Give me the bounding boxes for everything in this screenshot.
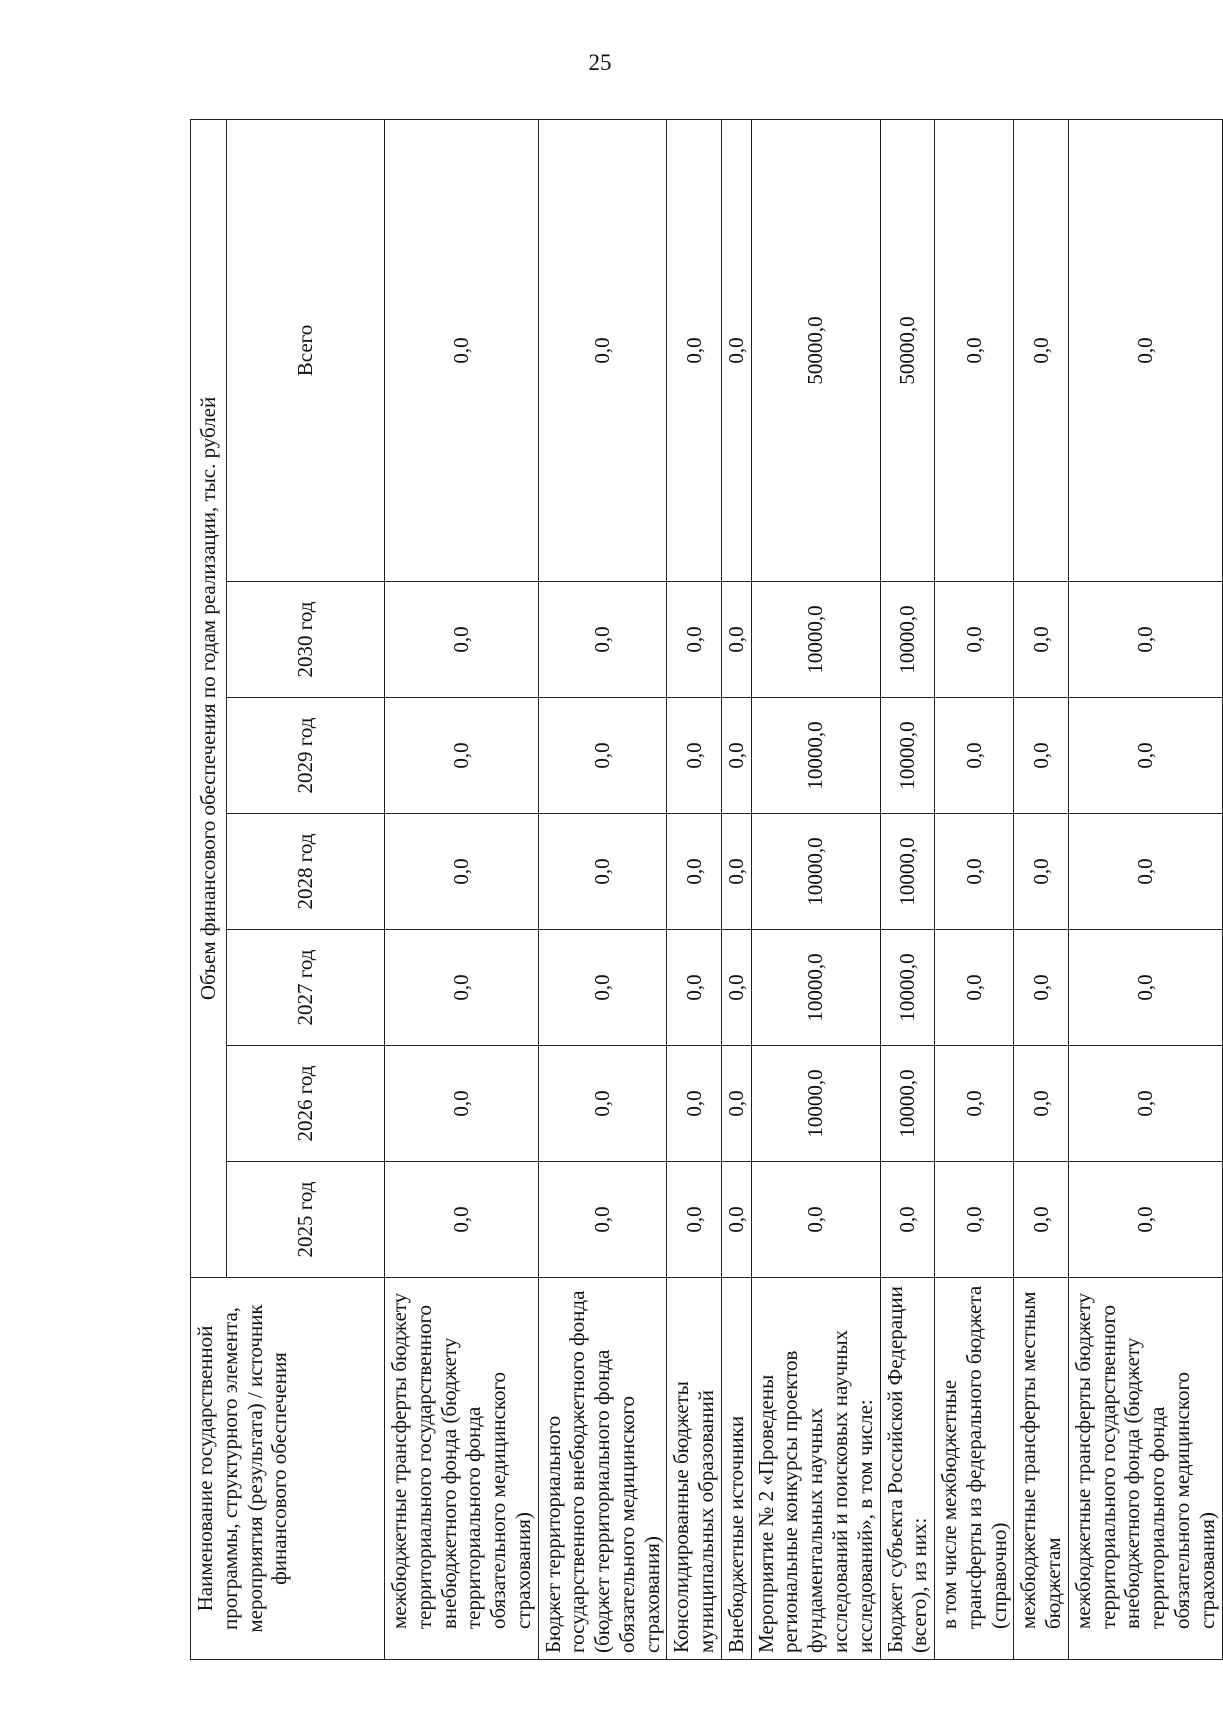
column-header-total: Всего — [227, 119, 385, 581]
cell-2026: 10000,0 — [751, 1046, 880, 1162]
column-header-2025: 2025 год — [227, 1162, 385, 1278]
cell-2029: 0,0 — [935, 698, 1014, 814]
cell-2030: 0,0 — [667, 582, 722, 698]
cell-2030: 10000,0 — [880, 582, 935, 698]
cell-2026: 0,0 — [1014, 1046, 1069, 1162]
cell-2025: 0,0 — [721, 1162, 751, 1278]
cell-2027: 0,0 — [721, 930, 751, 1046]
cell-2028: 0,0 — [935, 814, 1014, 930]
cell-total: 0,0 — [385, 119, 539, 581]
column-header-2028: 2028 год — [227, 814, 385, 930]
row-label: Консолидированные бюджеты муниципальных образований — [667, 1278, 722, 1660]
table-row — [667, 119, 722, 1659]
cell-2028: 10000,0 — [880, 814, 935, 930]
cell-2029: 0,0 — [538, 698, 667, 814]
cell-2030: 0,0 — [1014, 582, 1069, 698]
cell-2027: 0,0 — [1068, 930, 1222, 1046]
page-number: 25 — [588, 50, 612, 75]
cell-2027: 0,0 — [1014, 930, 1069, 1046]
cell-2030: 0,0 — [935, 582, 1014, 698]
cell-2026: 0,0 — [667, 1046, 722, 1162]
table-row — [1068, 119, 1222, 1659]
row-label: Внебюджетные источники — [721, 1278, 751, 1660]
cell-2026: 0,0 — [538, 1046, 667, 1162]
table-row — [1014, 119, 1069, 1659]
column-header-name: Наименование государственной программы, структурного элемента, мероприятия (результата) / источник финансового обеспечения — [191, 1278, 385, 1660]
column-header-2026: 2026 год — [227, 1046, 385, 1162]
table-row — [751, 119, 880, 1659]
cell-2027: 0,0 — [538, 930, 667, 1046]
table-row — [935, 119, 1014, 1659]
financing-table — [190, 119, 1223, 1660]
rotated-table-frame — [190, 120, 1219, 1660]
cell-2025: 0,0 — [1014, 1162, 1069, 1278]
cell-2030: 0,0 — [385, 582, 539, 698]
row-label: Мероприятие № 2 «Проведены региональные конкурсы проектов фундаментальных научных исследований и поисковых научных исследований», в том числе: — [751, 1278, 880, 1660]
cell-2029: 0,0 — [667, 698, 722, 814]
column-header-2029: 2029 год — [227, 698, 385, 814]
cell-total: 0,0 — [667, 119, 722, 581]
cell-2030: 10000,0 — [751, 582, 880, 698]
cell-2030: 0,0 — [538, 582, 667, 698]
cell-2027: 0,0 — [385, 930, 539, 1046]
cell-2025: 0,0 — [385, 1162, 539, 1278]
row-label: межбюджетные трансферты местным бюджетам — [1014, 1278, 1069, 1660]
cell-total: 0,0 — [721, 119, 751, 581]
cell-2028: 0,0 — [385, 814, 539, 930]
header-row-group — [191, 119, 227, 1659]
cell-2029: 0,0 — [1068, 698, 1222, 814]
cell-total: 0,0 — [538, 119, 667, 581]
cell-2026: 0,0 — [721, 1046, 751, 1162]
column-header-2030: 2030 год — [227, 582, 385, 698]
cell-2029: 10000,0 — [751, 698, 880, 814]
cell-2026: 0,0 — [935, 1046, 1014, 1162]
table-row — [721, 119, 751, 1659]
row-label: Бюджет территориального государственного внебюджетного фонда (бюджет территориального фонда обязательного медицинского страхования) — [538, 1278, 667, 1660]
cell-2026: 10000,0 — [880, 1046, 935, 1162]
cell-2028: 0,0 — [1068, 814, 1222, 930]
cell-total: 0,0 — [935, 119, 1014, 581]
cell-2025: 0,0 — [751, 1162, 880, 1278]
cell-2026: 0,0 — [1068, 1046, 1222, 1162]
cell-2028: 0,0 — [721, 814, 751, 930]
cell-2025: 0,0 — [935, 1162, 1014, 1278]
row-label: межбюджетные трансферты бюджету территориального государственного внебюджетного фонда (бюджету территориального фонда обязательного медицинского страхования) — [1068, 1278, 1222, 1660]
table-row — [385, 119, 539, 1659]
cell-total: 50000,0 — [880, 119, 935, 581]
cell-2025: 0,0 — [538, 1162, 667, 1278]
cell-total: 0,0 — [1068, 119, 1222, 581]
column-header-financing: Объем финансового обеспечения по годам реализации, тыс. рублей — [191, 119, 227, 1277]
row-label: в том числе межбюджетные трансферты из федерального бюджета (справочно) — [935, 1278, 1014, 1660]
cell-2025: 0,0 — [880, 1162, 935, 1278]
cell-2027: 0,0 — [935, 930, 1014, 1046]
cell-2028: 0,0 — [1014, 814, 1069, 930]
cell-total: 0,0 — [1014, 119, 1069, 581]
row-label: Бюджет субъекта Российской Федерации (всего), из них: — [880, 1278, 935, 1660]
cell-2025: 0,0 — [1068, 1162, 1222, 1278]
cell-2027: 10000,0 — [751, 930, 880, 1046]
cell-2027: 10000,0 — [880, 930, 935, 1046]
cell-2028: 0,0 — [538, 814, 667, 930]
cell-total: 50000,0 — [751, 119, 880, 581]
cell-2025: 0,0 — [667, 1162, 722, 1278]
cell-2028: 0,0 — [667, 814, 722, 930]
cell-2029: 0,0 — [1014, 698, 1069, 814]
cell-2027: 0,0 — [667, 930, 722, 1046]
table-row — [880, 119, 935, 1659]
column-header-2027: 2027 год — [227, 930, 385, 1046]
cell-2028: 10000,0 — [751, 814, 880, 930]
cell-2029: 0,0 — [385, 698, 539, 814]
cell-2029: 10000,0 — [880, 698, 935, 814]
cell-2030: 0,0 — [721, 582, 751, 698]
cell-2026: 0,0 — [385, 1046, 539, 1162]
cell-2029: 0,0 — [721, 698, 751, 814]
table-row — [538, 119, 667, 1659]
row-label: межбюджетные трансферты бюджету территориального государственного внебюджетного фонда (бюджету территориального фонда обязательного медицинского страхования) — [385, 1278, 539, 1660]
cell-2030: 0,0 — [1068, 582, 1222, 698]
